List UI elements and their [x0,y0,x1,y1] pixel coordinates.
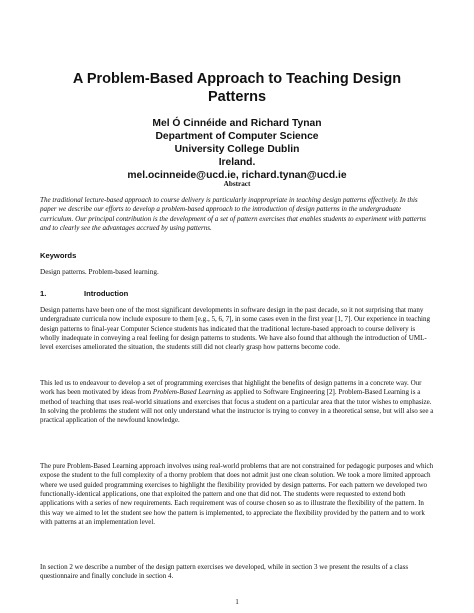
author-names: Mel Ó Cinnéide and Richard Tynan [152,118,322,129]
title-line-2: Patterns [207,89,267,105]
title-line-1: A Problem-Based Approach to Teaching Design [72,71,402,87]
intro-paragraph-3: The pure Problem-Based Learning approach involves using real-world problems that are not constrained for pedagogic purposes and which expose the student to the full complexity of a thorny problem that does not admit just one clean solution. We took a more limited approach where we used guided programming exercises to highlight the flexibility provided by design patterns. For each pattern we developed two functionally-identical applications, one that exploited the pattern and one that did not. The students were requested to extend both applications with a series of new requirements. Each requirement was of course chosen so as to illustrate the flexibility of the pattern. In this way we aimed to let the student see how the pattern is implemented, to appreciate the flexibility provided by the pattern and to work with patterns at an implementation level. [40,462,434,527]
abstract-heading: Abstract [223,180,251,188]
paragraph-2-text-a: This led us to endeavour to develop a set of programming exercises that highlight the benefits of design patterns in a concrete way. Our work has been motivated by ideas from [40,379,422,397]
paragraph-2-text-b: as applied to Software Engineering [2]. Problem-Based Learning is a method of teaching that uses real-world situations and exercises that focus a student on a particular area that the tutor wishes to emphasize. In solving the problems the student will not only understand what the instructor is trying to convey in a theoretical sense, but will also see a practical application of the newfound knowledge. [40,388,434,425]
keywords-text: Design patterns. Problem-based learning. [40,268,159,276]
author-block [40,117,434,182]
section-number: 1. [40,289,47,298]
abstract-text: The traditional lecture-based approach to course delivery is particularly inappropriate in teaching design patterns effectively. In this paper we describe our efforts to develop a problem-based approach to the introduction of design patterns in the undergraduate curriculum. Our principal contribution is the development of a set of pattern exercises that enables students to experiment with patterns and to clearly see the advantages accrued by using patterns. [40,196,426,232]
author-university: University College Dublin [174,144,300,155]
paragraph-2-italic-term: Problem-Based Learning [152,388,225,397]
intro-paragraph-4: In section 2 we describe a number of the design pattern exercises we developed, while in section 3 we present the results of a class questionnaire and finally conclude in section 4. [40,563,409,581]
author-department: Department of Computer Science [155,131,319,142]
section-heading-introduction [40,289,128,298]
keywords-heading: Keywords [40,251,77,260]
paper-title [60,70,414,106]
author-country: Ireland. [218,157,256,168]
page-number: 1 [235,598,239,606]
intro-paragraph-2 [40,379,434,426]
author-emails: mel.ocinneide@ucd.ie, richard.tynan@ucd.ie [127,170,347,181]
intro-paragraph-1: Design patterns have been one of the most significant developments in software design in the past decade, so it not surprising that many undergraduate curricula now include exposure to them [e.g., 5, 6, 7], in some cases even in the first year [1, 7]. Our experience in teaching design patterns to final-year Computer Science students has indicated that the traditional lecture-based approach to course delivery is wholly inadequate in conveying a real feeling for design patterns to students. We have also found that although the introduction of UML-level exercises ameliorated the situation, the students still did not clearly grasp how patterns become code. [40,306,431,352]
section-title: Introduction [84,289,129,298]
